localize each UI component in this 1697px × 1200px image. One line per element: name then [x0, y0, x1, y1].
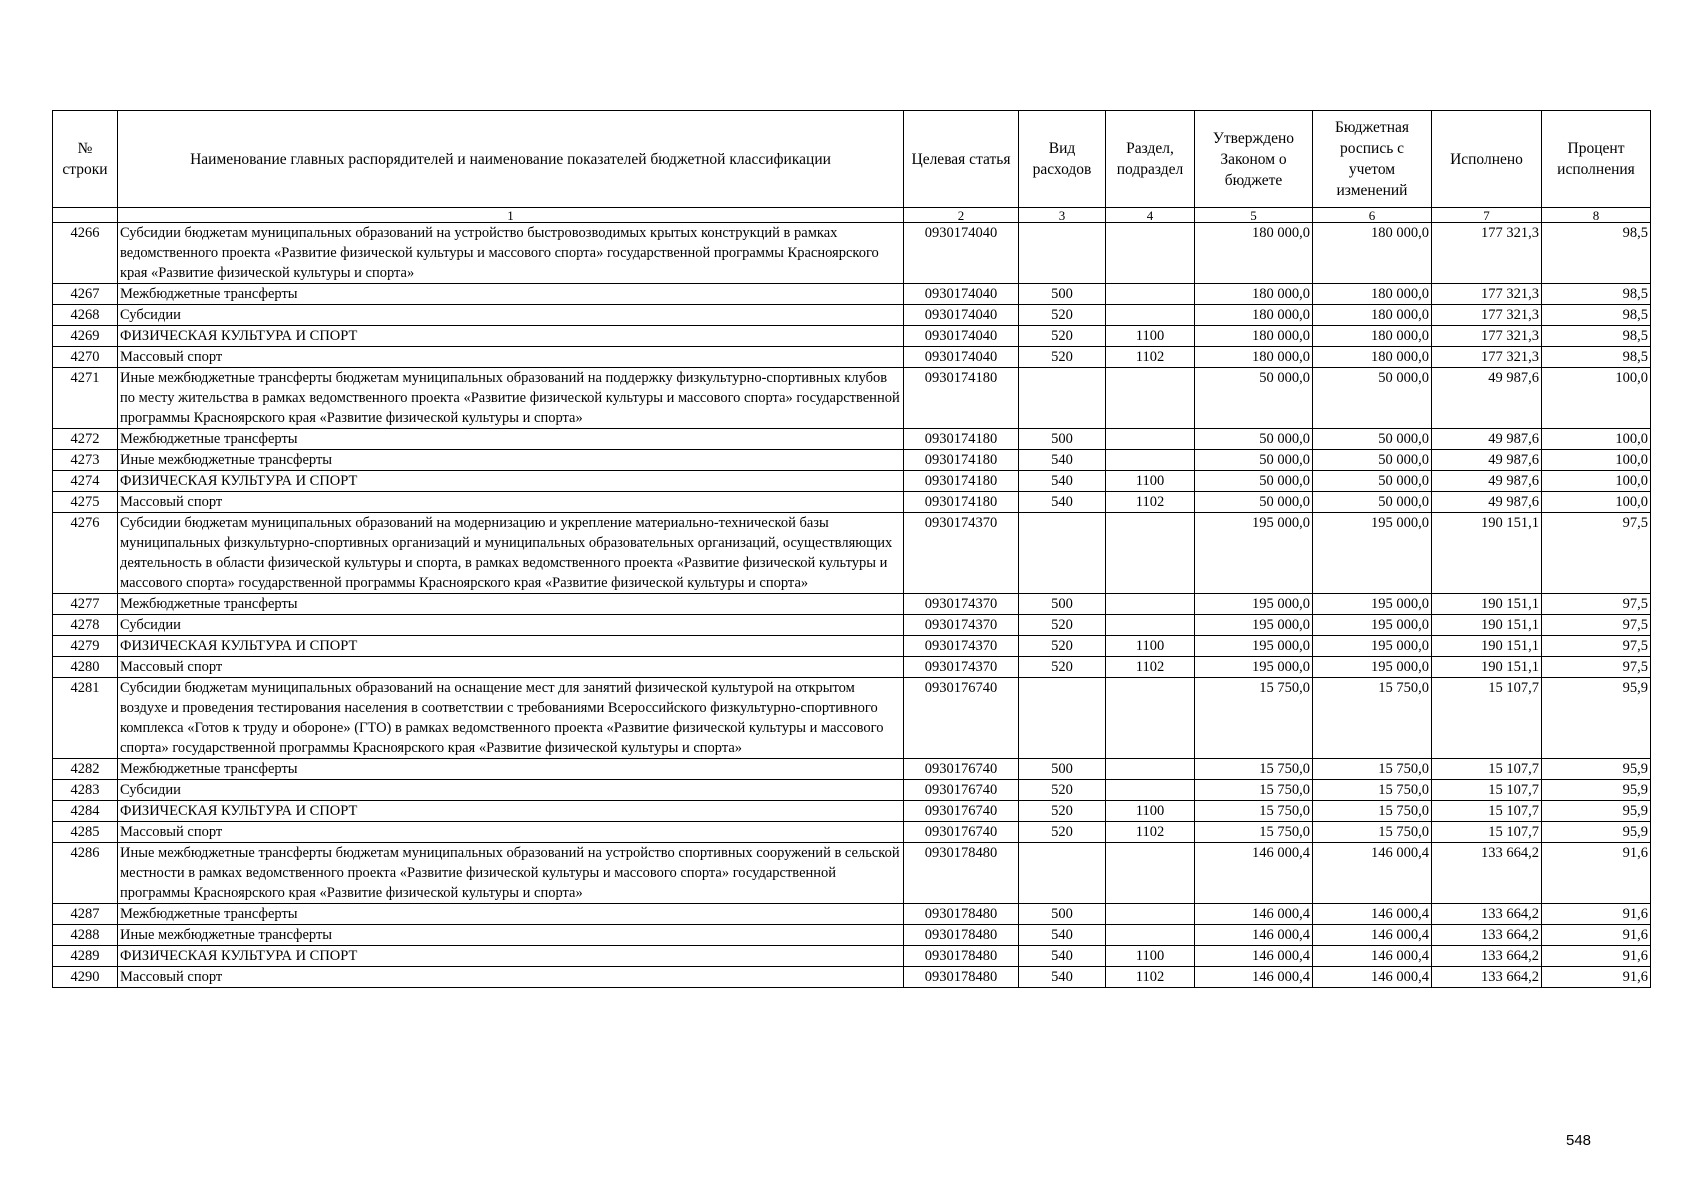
column-number: 3	[1019, 208, 1106, 223]
expense-type-cell: 540	[1019, 946, 1106, 967]
section-cell: 1100	[1106, 636, 1195, 657]
table-row	[53, 223, 1651, 284]
budget-schedule-cell: 146 000,4	[1313, 904, 1432, 925]
section-cell	[1106, 305, 1195, 326]
row-number-cell: 4288	[53, 925, 118, 946]
executed-amount-cell: 190 151,1	[1432, 594, 1542, 615]
row-number-cell: 4278	[53, 615, 118, 636]
target-article-cell: 0930174180	[904, 429, 1019, 450]
column-header-section: Раздел, подраздел	[1106, 111, 1195, 208]
section-cell: 1102	[1106, 347, 1195, 368]
expense-type-cell: 500	[1019, 594, 1106, 615]
budget-schedule-cell: 146 000,4	[1313, 946, 1432, 967]
table-row	[53, 678, 1651, 759]
expense-type-cell: 520	[1019, 822, 1106, 843]
section-cell	[1106, 513, 1195, 594]
execution-percent-cell: 95,9	[1542, 801, 1651, 822]
table-row	[53, 822, 1651, 843]
row-number-cell: 4283	[53, 780, 118, 801]
target-article-cell: 0930174370	[904, 657, 1019, 678]
execution-percent-cell: 91,6	[1542, 967, 1651, 988]
section-cell: 1100	[1106, 471, 1195, 492]
row-number-cell: 4276	[53, 513, 118, 594]
approved-amount-cell: 15 750,0	[1195, 759, 1313, 780]
section-cell	[1106, 925, 1195, 946]
expense-type-cell	[1019, 843, 1106, 904]
executed-amount-cell: 49 987,6	[1432, 492, 1542, 513]
row-number-cell: 4287	[53, 904, 118, 925]
indicator-name-cell: Субсидии бюджетам муниципальных образований на оснащение мест для занятий физической культурой на открытом воздухе и проведения тестирования населения в соответствии с требованиями Всероссийского физкультурно-спортивного комплекса «Готов к труду и обороне» (ГТО) в рамках ведомственного проекта «Развитие физической культуры и массового спорта» государственной программы Красноярского края «Развитие физической культуры и спорта»	[118, 678, 904, 759]
executed-amount-cell: 177 321,3	[1432, 305, 1542, 326]
column-number: 8	[1542, 208, 1651, 223]
column-number: 5	[1195, 208, 1313, 223]
table-row	[53, 615, 1651, 636]
approved-amount-cell: 50 000,0	[1195, 429, 1313, 450]
budget-schedule-cell: 50 000,0	[1313, 450, 1432, 471]
column-header-name: Наименование главных распорядителей и наименование показателей бюджетной классификации	[118, 111, 904, 208]
target-article-cell: 0930174180	[904, 450, 1019, 471]
execution-percent-cell: 95,9	[1542, 780, 1651, 801]
indicator-name-cell: ФИЗИЧЕСКАЯ КУЛЬТУРА И СПОРТ	[118, 326, 904, 347]
execution-percent-cell: 100,0	[1542, 450, 1651, 471]
approved-amount-cell: 50 000,0	[1195, 471, 1313, 492]
budget-schedule-cell: 195 000,0	[1313, 657, 1432, 678]
section-cell	[1106, 284, 1195, 305]
budget-schedule-cell: 195 000,0	[1313, 615, 1432, 636]
approved-amount-cell: 195 000,0	[1195, 636, 1313, 657]
table-row	[53, 513, 1651, 594]
indicator-name-cell: Субсидии бюджетам муниципальных образований на модернизацию и укрепление материально-технической базы муниципальных физкультурно-спортивных организаций и муниципальных образовательных организаций, осуществляющих деятельность в области физической культуры и спорта, в рамках ведомственного проекта «Развитие физической культуры и массового спорта» государственной программы Красноярского края «Развитие физической культуры и спорта»	[118, 513, 904, 594]
execution-percent-cell: 97,5	[1542, 615, 1651, 636]
execution-percent-cell: 97,5	[1542, 636, 1651, 657]
approved-amount-cell: 195 000,0	[1195, 657, 1313, 678]
execution-percent-cell: 98,5	[1542, 305, 1651, 326]
expense-type-cell: 520	[1019, 636, 1106, 657]
executed-amount-cell: 49 987,6	[1432, 450, 1542, 471]
budget-schedule-cell: 15 750,0	[1313, 780, 1432, 801]
expense-type-cell: 500	[1019, 429, 1106, 450]
indicator-name-cell: Межбюджетные трансферты	[118, 759, 904, 780]
executed-amount-cell: 15 107,7	[1432, 822, 1542, 843]
indicator-name-cell: Массовый спорт	[118, 657, 904, 678]
execution-percent-cell: 95,9	[1542, 759, 1651, 780]
section-cell: 1100	[1106, 326, 1195, 347]
table-row	[53, 326, 1651, 347]
column-number: 4	[1106, 208, 1195, 223]
expense-type-cell: 520	[1019, 657, 1106, 678]
execution-percent-cell: 98,5	[1542, 326, 1651, 347]
indicator-name-cell: Межбюджетные трансферты	[118, 284, 904, 305]
section-cell	[1106, 678, 1195, 759]
approved-amount-cell: 146 000,4	[1195, 946, 1313, 967]
target-article-cell: 0930176740	[904, 759, 1019, 780]
execution-percent-cell: 97,5	[1542, 594, 1651, 615]
row-number-cell: 4279	[53, 636, 118, 657]
executed-amount-cell: 133 664,2	[1432, 967, 1542, 988]
target-article-cell: 0930174370	[904, 594, 1019, 615]
table-row	[53, 946, 1651, 967]
column-number-row	[53, 208, 1651, 223]
indicator-name-cell: Межбюджетные трансферты	[118, 429, 904, 450]
approved-amount-cell: 15 750,0	[1195, 780, 1313, 801]
section-cell: 1100	[1106, 801, 1195, 822]
expense-type-cell	[1019, 368, 1106, 429]
budget-schedule-cell: 180 000,0	[1313, 284, 1432, 305]
expense-type-cell: 540	[1019, 967, 1106, 988]
approved-amount-cell: 146 000,4	[1195, 843, 1313, 904]
row-number-cell: 4286	[53, 843, 118, 904]
expense-type-cell: 540	[1019, 925, 1106, 946]
execution-percent-cell: 98,5	[1542, 284, 1651, 305]
target-article-cell: 0930174180	[904, 471, 1019, 492]
approved-amount-cell: 195 000,0	[1195, 594, 1313, 615]
target-article-cell: 0930176740	[904, 801, 1019, 822]
executed-amount-cell: 15 107,7	[1432, 780, 1542, 801]
approved-amount-cell: 15 750,0	[1195, 678, 1313, 759]
expense-type-cell: 520	[1019, 615, 1106, 636]
executed-amount-cell: 15 107,7	[1432, 801, 1542, 822]
row-number-cell: 4268	[53, 305, 118, 326]
executed-amount-cell: 190 151,1	[1432, 636, 1542, 657]
execution-percent-cell: 98,5	[1542, 223, 1651, 284]
row-number-cell: 4290	[53, 967, 118, 988]
table-row	[53, 429, 1651, 450]
indicator-name-cell: Иные межбюджетные трансферты бюджетам муниципальных образований на устройство спортивных сооружений в сельской местности в рамках ведомственного проекта «Развитие физической культуры и массового спорта» государственной программы Красноярского края «Развитие физической культуры и спорта»	[118, 843, 904, 904]
execution-percent-cell: 91,6	[1542, 843, 1651, 904]
budget-schedule-cell: 146 000,4	[1313, 967, 1432, 988]
expense-type-cell: 520	[1019, 801, 1106, 822]
indicator-name-cell: Субсидии бюджетам муниципальных образований на устройство быстровозводимых крытых конструкций в рамках ведомственного проекта «Развитие физической культуры и массового спорта» государственной программы Красноярского края «Развитие физической культуры и спорта»	[118, 223, 904, 284]
approved-amount-cell: 15 750,0	[1195, 801, 1313, 822]
expense-type-cell	[1019, 223, 1106, 284]
section-cell: 1102	[1106, 967, 1195, 988]
table-row	[53, 843, 1651, 904]
execution-percent-cell: 100,0	[1542, 368, 1651, 429]
table-row	[53, 471, 1651, 492]
column-header-executed: Исполнено	[1432, 111, 1542, 208]
execution-percent-cell: 98,5	[1542, 347, 1651, 368]
target-article-cell: 0930178480	[904, 946, 1019, 967]
table-row	[53, 925, 1651, 946]
expense-type-cell: 500	[1019, 759, 1106, 780]
budget-schedule-cell: 146 000,4	[1313, 925, 1432, 946]
table-row	[53, 967, 1651, 988]
indicator-name-cell: Субсидии	[118, 780, 904, 801]
budget-schedule-cell: 195 000,0	[1313, 513, 1432, 594]
column-number: 1	[118, 208, 904, 223]
indicator-name-cell: Субсидии	[118, 305, 904, 326]
execution-percent-cell: 91,6	[1542, 925, 1651, 946]
page-number: 548	[1566, 1132, 1592, 1149]
column-header-target-article: Целевая статья	[904, 111, 1019, 208]
column-header-budget-schedule: Бюджетная роспись с учетом изменений	[1313, 111, 1432, 208]
section-cell	[1106, 223, 1195, 284]
executed-amount-cell: 133 664,2	[1432, 843, 1542, 904]
target-article-cell: 0930174180	[904, 368, 1019, 429]
section-cell	[1106, 429, 1195, 450]
executed-amount-cell: 177 321,3	[1432, 326, 1542, 347]
budget-schedule-cell: 195 000,0	[1313, 594, 1432, 615]
target-article-cell: 0930178480	[904, 925, 1019, 946]
approved-amount-cell: 50 000,0	[1195, 368, 1313, 429]
approved-amount-cell: 15 750,0	[1195, 822, 1313, 843]
table-row	[53, 492, 1651, 513]
target-article-cell: 0930176740	[904, 678, 1019, 759]
row-number-cell: 4282	[53, 759, 118, 780]
executed-amount-cell: 190 151,1	[1432, 615, 1542, 636]
row-number-cell: 4277	[53, 594, 118, 615]
approved-amount-cell: 180 000,0	[1195, 223, 1313, 284]
budget-schedule-cell: 180 000,0	[1313, 326, 1432, 347]
expense-type-cell: 540	[1019, 471, 1106, 492]
budget-schedule-cell: 50 000,0	[1313, 492, 1432, 513]
budget-schedule-cell: 180 000,0	[1313, 347, 1432, 368]
header-row	[53, 111, 1651, 208]
executed-amount-cell: 190 151,1	[1432, 513, 1542, 594]
row-number-cell: 4275	[53, 492, 118, 513]
section-cell: 1100	[1106, 946, 1195, 967]
column-header-approved: Утверждено Законом о бюджете	[1195, 111, 1313, 208]
execution-percent-cell: 100,0	[1542, 429, 1651, 450]
indicator-name-cell: ФИЗИЧЕСКАЯ КУЛЬТУРА И СПОРТ	[118, 801, 904, 822]
row-number-cell: 4267	[53, 284, 118, 305]
expense-type-cell: 520	[1019, 326, 1106, 347]
section-cell	[1106, 759, 1195, 780]
executed-amount-cell: 190 151,1	[1432, 657, 1542, 678]
execution-percent-cell: 97,5	[1542, 513, 1651, 594]
expense-type-cell: 520	[1019, 347, 1106, 368]
executed-amount-cell: 49 987,6	[1432, 471, 1542, 492]
target-article-cell: 0930174180	[904, 492, 1019, 513]
approved-amount-cell: 146 000,4	[1195, 967, 1313, 988]
budget-schedule-cell: 15 750,0	[1313, 801, 1432, 822]
row-number-cell: 4266	[53, 223, 118, 284]
budget-execution-table	[52, 110, 1651, 988]
expense-type-cell: 500	[1019, 284, 1106, 305]
approved-amount-cell: 195 000,0	[1195, 513, 1313, 594]
indicator-name-cell: Межбюджетные трансферты	[118, 904, 904, 925]
executed-amount-cell: 133 664,2	[1432, 946, 1542, 967]
table-row	[53, 305, 1651, 326]
expense-type-cell: 520	[1019, 780, 1106, 801]
column-header-expense-type: Вид расходов	[1019, 111, 1106, 208]
section-cell: 1102	[1106, 822, 1195, 843]
target-article-cell: 0930178480	[904, 967, 1019, 988]
section-cell	[1106, 780, 1195, 801]
budget-schedule-cell: 180 000,0	[1313, 305, 1432, 326]
indicator-name-cell: ФИЗИЧЕСКАЯ КУЛЬТУРА И СПОРТ	[118, 946, 904, 967]
section-cell: 1102	[1106, 657, 1195, 678]
column-header-percent: Процент исполнения	[1542, 111, 1651, 208]
table-row	[53, 636, 1651, 657]
row-number-cell: 4271	[53, 368, 118, 429]
column-number: 7	[1432, 208, 1542, 223]
indicator-name-cell: ФИЗИЧЕСКАЯ КУЛЬТУРА И СПОРТ	[118, 471, 904, 492]
budget-schedule-cell: 50 000,0	[1313, 368, 1432, 429]
target-article-cell: 0930176740	[904, 822, 1019, 843]
target-article-cell: 0930176740	[904, 780, 1019, 801]
indicator-name-cell: Иные межбюджетные трансферты	[118, 925, 904, 946]
budget-schedule-cell: 195 000,0	[1313, 636, 1432, 657]
approved-amount-cell: 180 000,0	[1195, 326, 1313, 347]
execution-percent-cell: 97,5	[1542, 657, 1651, 678]
executed-amount-cell: 49 987,6	[1432, 429, 1542, 450]
row-number-cell: 4269	[53, 326, 118, 347]
indicator-name-cell: Массовый спорт	[118, 967, 904, 988]
execution-percent-cell: 95,9	[1542, 678, 1651, 759]
target-article-cell: 0930174370	[904, 615, 1019, 636]
indicator-name-cell: Массовый спорт	[118, 347, 904, 368]
execution-percent-cell: 91,6	[1542, 904, 1651, 925]
approved-amount-cell: 180 000,0	[1195, 305, 1313, 326]
row-number-cell: 4289	[53, 946, 118, 967]
execution-percent-cell: 95,9	[1542, 822, 1651, 843]
executed-amount-cell: 177 321,3	[1432, 284, 1542, 305]
table-row	[53, 284, 1651, 305]
section-cell	[1106, 450, 1195, 471]
expense-type-cell: 540	[1019, 450, 1106, 471]
target-article-cell: 0930174040	[904, 326, 1019, 347]
budget-schedule-cell: 50 000,0	[1313, 429, 1432, 450]
budget-schedule-cell: 146 000,4	[1313, 843, 1432, 904]
target-article-cell: 0930174370	[904, 636, 1019, 657]
target-article-cell: 0930174040	[904, 305, 1019, 326]
table-row	[53, 801, 1651, 822]
approved-amount-cell: 50 000,0	[1195, 450, 1313, 471]
budget-schedule-cell: 15 750,0	[1313, 759, 1432, 780]
target-article-cell: 0930174040	[904, 223, 1019, 284]
expense-type-cell	[1019, 513, 1106, 594]
indicator-name-cell: Субсидии	[118, 615, 904, 636]
executed-amount-cell: 15 107,7	[1432, 678, 1542, 759]
section-cell	[1106, 615, 1195, 636]
target-article-cell: 0930174040	[904, 284, 1019, 305]
expense-type-cell	[1019, 678, 1106, 759]
indicator-name-cell: Иные межбюджетные трансферты бюджетам муниципальных образований на поддержку физкультурно-спортивных клубов по месту жительства в рамках ведомственного проекта «Развитие физической культуры и массового спорта» государственной программы Красноярского края «Развитие физической культуры и спорта»	[118, 368, 904, 429]
expense-type-cell: 500	[1019, 904, 1106, 925]
executed-amount-cell: 133 664,2	[1432, 904, 1542, 925]
column-number: 6	[1313, 208, 1432, 223]
execution-percent-cell: 91,6	[1542, 946, 1651, 967]
table-row	[53, 347, 1651, 368]
row-number-cell: 4284	[53, 801, 118, 822]
budget-schedule-cell: 180 000,0	[1313, 223, 1432, 284]
indicator-name-cell: Иные межбюджетные трансферты	[118, 450, 904, 471]
row-number-cell: 4280	[53, 657, 118, 678]
indicator-name-cell: Массовый спорт	[118, 822, 904, 843]
executed-amount-cell: 133 664,2	[1432, 925, 1542, 946]
approved-amount-cell: 146 000,4	[1195, 925, 1313, 946]
target-article-cell: 0930174370	[904, 513, 1019, 594]
section-cell: 1102	[1106, 492, 1195, 513]
approved-amount-cell: 180 000,0	[1195, 347, 1313, 368]
executed-amount-cell: 15 107,7	[1432, 759, 1542, 780]
indicator-name-cell: ФИЗИЧЕСКАЯ КУЛЬТУРА И СПОРТ	[118, 636, 904, 657]
column-header-row-number: № строки	[53, 111, 118, 208]
approved-amount-cell: 146 000,4	[1195, 904, 1313, 925]
column-number	[53, 208, 118, 223]
table-row	[53, 904, 1651, 925]
executed-amount-cell: 49 987,6	[1432, 368, 1542, 429]
table-row	[53, 657, 1651, 678]
section-cell	[1106, 843, 1195, 904]
budget-schedule-cell: 15 750,0	[1313, 678, 1432, 759]
section-cell	[1106, 368, 1195, 429]
row-number-cell: 4274	[53, 471, 118, 492]
table-row	[53, 594, 1651, 615]
row-number-cell: 4270	[53, 347, 118, 368]
expense-type-cell: 540	[1019, 492, 1106, 513]
row-number-cell: 4272	[53, 429, 118, 450]
section-cell	[1106, 904, 1195, 925]
section-cell	[1106, 594, 1195, 615]
table-row	[53, 368, 1651, 429]
budget-schedule-cell: 50 000,0	[1313, 471, 1432, 492]
table-row	[53, 780, 1651, 801]
target-article-cell: 0930174040	[904, 347, 1019, 368]
target-article-cell: 0930178480	[904, 843, 1019, 904]
indicator-name-cell: Массовый спорт	[118, 492, 904, 513]
executed-amount-cell: 177 321,3	[1432, 347, 1542, 368]
row-number-cell: 4285	[53, 822, 118, 843]
execution-percent-cell: 100,0	[1542, 492, 1651, 513]
table-row	[53, 450, 1651, 471]
approved-amount-cell: 50 000,0	[1195, 492, 1313, 513]
table-body	[53, 223, 1651, 988]
column-number: 2	[904, 208, 1019, 223]
indicator-name-cell: Межбюджетные трансферты	[118, 594, 904, 615]
table-row	[53, 759, 1651, 780]
row-number-cell: 4273	[53, 450, 118, 471]
execution-percent-cell: 100,0	[1542, 471, 1651, 492]
approved-amount-cell: 195 000,0	[1195, 615, 1313, 636]
executed-amount-cell: 177 321,3	[1432, 223, 1542, 284]
row-number-cell: 4281	[53, 678, 118, 759]
approved-amount-cell: 180 000,0	[1195, 284, 1313, 305]
expense-type-cell: 520	[1019, 305, 1106, 326]
target-article-cell: 0930178480	[904, 904, 1019, 925]
budget-schedule-cell: 15 750,0	[1313, 822, 1432, 843]
